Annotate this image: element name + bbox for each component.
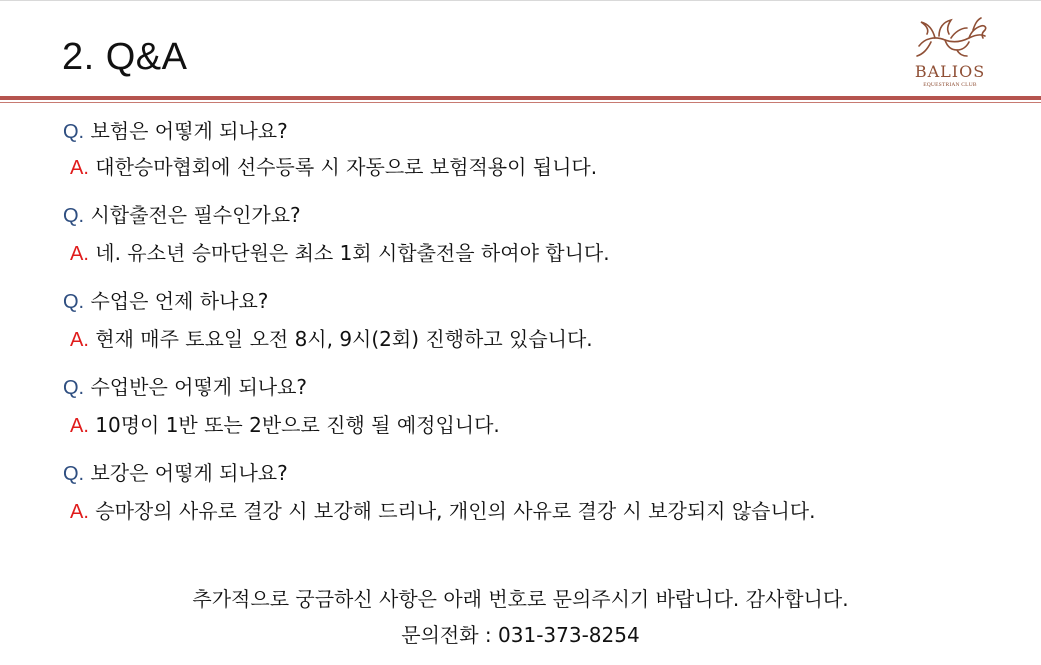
logo-subtitle: EQUESTRIAN CLUB [923,82,977,88]
a-mark: A. [70,501,89,523]
question-text: 보험은 어떻게 되나요? [90,119,288,143]
q-mark: Q. [63,121,85,143]
answer-row [70,412,500,439]
a-mark: A. [70,415,89,437]
top-border [0,0,1041,1]
q-mark: Q. [63,377,85,399]
question-row [63,118,288,145]
answer-text: 대한승마협회에 선수등록 시 자동으로 보험적용이 됩니다. [95,155,598,179]
horse-icon [911,16,991,60]
page-title: 2. Q&A [62,36,188,78]
a-mark: A. [70,329,89,351]
q-mark: Q. [63,463,85,485]
question-row [63,288,268,315]
question-row [63,374,307,401]
question-row [63,460,288,487]
footer-notice: 추가적으로 궁금하신 사항은 아래 번호로 문의주시기 바랍니다. 감사합니다. [192,587,849,611]
answer-row [70,498,815,525]
contact-phone: 문의전화 : 031-373-8254 [401,623,640,647]
a-mark: A. [70,157,89,179]
a-mark: A. [70,243,89,265]
answer-row [70,154,597,181]
header-divider [0,96,1041,100]
answer-text: 승마장의 사유로 결강 시 보강해 드리나, 개인의 사유로 결강 시 보강되지 않습니다. [95,499,816,523]
answer-text: 10명이 1반 또는 2반으로 진행 될 예정입니다. [95,413,500,437]
q-mark: Q. [63,205,85,227]
q-mark: Q. [63,291,85,313]
question-text: 보강은 어떻게 되나요? [90,461,288,485]
logo-wordmark: BALIOS [914,62,986,81]
balios-logo [905,16,995,92]
answer-row [70,240,610,267]
question-text: 수업반은 어떻게 되나요? [90,375,308,399]
header-divider-thin [0,102,1041,103]
answer-text: 네. 유소년 승마단원은 최소 1회 시합출전을 하여야 합니다. [95,241,610,265]
answer-row [70,326,593,353]
question-row [63,202,301,229]
question-text: 수업은 언제 하나요? [90,289,269,313]
answer-text: 현재 매주 토요일 오전 8시, 9시(2회) 진행하고 있습니다. [95,327,593,351]
question-text: 시합출전은 필수인가요? [90,203,301,227]
